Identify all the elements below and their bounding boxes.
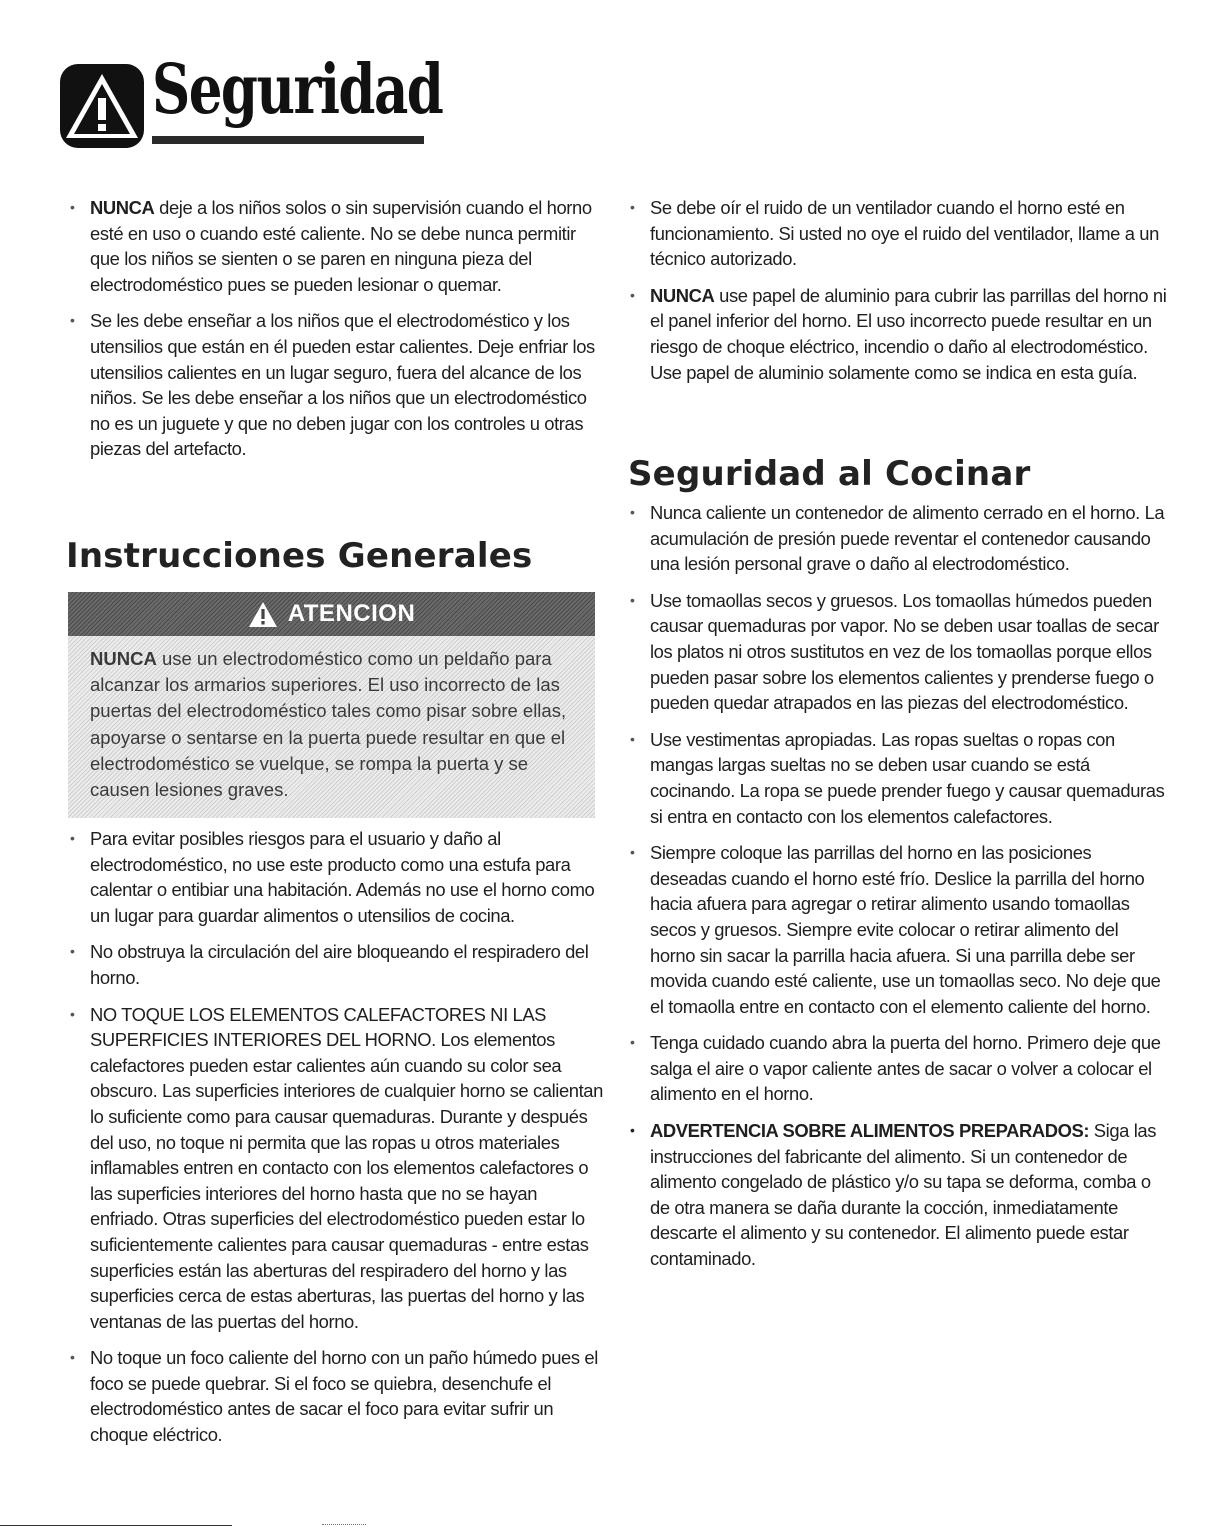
page-header — [60, 50, 443, 158]
cooking-safety-list — [628, 500, 1168, 1283]
caution-text: NUNCA use un electrodoméstico como un peldaño para alcanzar los armarios superiores. El uso incorrecto de las puertas del electrodoméstico tales como pisar sobre ellas, apoyarse o sentarse en la puerta puede resultar en que el electrodoméstico se vuelque, se rompa la puerta y se causen lesiones graves. — [90, 648, 567, 801]
list-item: • NUNCA deje a los niños solos o sin supervisión cuando el horno esté en uso o cuando esté caliente. No se debe nunca permitir que los niños se sienten o se paren en ninguna pieza del electrodoméstico pues se pueden lesionar o quemar. — [68, 195, 608, 297]
warning-triangle-icon — [60, 64, 144, 148]
list-item: • Se les debe enseñar a los niños que el electrodoméstico y los utensilios que están en él pueden estar calientes. Deje enfriar los utensilios calientes en un lugar seguro, fuera del alcance de los niños. Se les debe enseñar a los niños que un electrodoméstico no es un juguete y que no deben jugar con los controles u otras piezas del artefacto. — [68, 308, 608, 462]
list-item: • No toque un foco caliente del horno con un paño húmedo pues el foco se puede quebrar. Si el foco se quiebra, desenchufe el electrodoméstico antes de sacar el foco para evitar sufrir un choque eléctrico. — [68, 1345, 608, 1447]
section-heading-cooking: Seguridad al Cocinar — [628, 454, 1031, 494]
list-item: • No obstruya la circulación del aire bloqueando el respiradero del horno. — [68, 939, 608, 990]
caution-title: ATENCION — [287, 600, 416, 627]
footer-dots — [322, 1524, 366, 1525]
caution-header — [68, 592, 595, 636]
right-top-list — [628, 195, 1168, 396]
left-bottom-list — [68, 826, 608, 1459]
list-item: • NUNCA use papel de aluminio para cubrir las parrillas del horno ni el panel inferior del horno. El uso incorrecto puede resultar en un riesgo de choque eléctrico, incendio o daño al electrodoméstico. Use papel de aluminio solamente como se indica en esta guía. — [628, 283, 1168, 385]
list-item: • NO TOQUE LOS ELEMENTOS CALEFACTORES NI LAS SUPERFICIES INTERIORES DEL HORNO. Los elementos calefactores pueden estar calientes aún cuando su color sea obscuro. Las superficies interiores de cualquier horno se calientan lo suficiente como para causar quemaduras. Durante y después del uso, no toque ni permita que las ropas u otros materiales inflamables entren en contacto con los elementos calefactores o las superficies interiores del horno hasta que no se hayan enfriado. Otras superficies del electrodoméstico pueden estar lo suficientemente calientes para causar quemaduras - entre estas superficies están las aberturas del respiradero del horno y las superficies cerca de estas aberturas, las puertas del horno y las ventanas de las puertas del horno. — [68, 1002, 608, 1335]
list-item: • Use vestimentas apropiadas. Las ropas sueltas o ropas con mangas largas sueltas no se deben usar cuando se está cocinando. La ropa se puede prender fuego y causar quemaduras si entra en contacto con los elementos calefactores. — [628, 727, 1168, 829]
left-top-list — [68, 195, 608, 473]
title-underline — [152, 136, 424, 144]
list-item: • Se debe oír el ruido de un ventilador cuando el horno esté en funcionamiento. Si usted no oye el ruido del ventilador, llame a un técnico autorizado. — [628, 195, 1168, 272]
list-item: • Siempre coloque las parrillas del horno en las posiciones deseadas cuando el horno esté frío. Deslice la parrilla del horno hacia afuera para agregar o retirar alimento usando tomaollas secos y gruesos. Siempre evite colocar o retirar alimento del horno sin sacar la parrilla hacia afuera. Si una parrilla debe ser movida cuando esté caliente, use un tomaollas seco. No deje que el tomaolla entre en contacto con el elemento caliente del horno. — [628, 840, 1168, 1019]
caution-box — [68, 592, 595, 818]
caution-triangle-icon — [248, 601, 278, 628]
section-heading-general: Instrucciones Generales — [66, 536, 533, 576]
list-item: • Tenga cuidado cuando abra la puerta del horno. Primero deje que salga el aire o vapor caliente antes de sacar o volver a colocar el alimento en el horno. — [628, 1030, 1168, 1107]
page-title: Seguridad — [152, 50, 443, 130]
list-item: • ADVERTENCIA SOBRE ALIMENTOS PREPARADOS: Siga las instrucciones del fabricante del alimento. Si un contenedor de alimento congelado de plástico y/o su tapa se deforma, comba o de otra manera se daña durante la cocción, inmediatamente descarte el alimento y su contenedor. El alimento puede estar contaminado. — [628, 1118, 1168, 1272]
footer-rule — [0, 1525, 232, 1526]
list-item: • Use tomaollas secos y gruesos. Los tomaollas húmedos pueden causar quemaduras por vapor. No se deben usar toallas de secar los platos ni otros sustitutos en vez de los tomaollas porque ellos pueden pasar sobre los elementos calientes y prenderse fuego o pueden quedar atrapados en las piezas del electrodoméstico. — [628, 588, 1168, 716]
list-item: • Para evitar posibles riesgos para el usuario y daño al electrodoméstico, no use este producto como una estufa para calentar o entibiar una habitación. Además no use el horno como un lugar para guardar alimentos o utensilios de cocina. — [68, 826, 608, 928]
list-item: • Nunca caliente un contenedor de alimento cerrado en el horno. La acumulación de presión puede reventar el contenedor causando una lesión personal grave o daño al electrodoméstico. — [628, 500, 1168, 577]
